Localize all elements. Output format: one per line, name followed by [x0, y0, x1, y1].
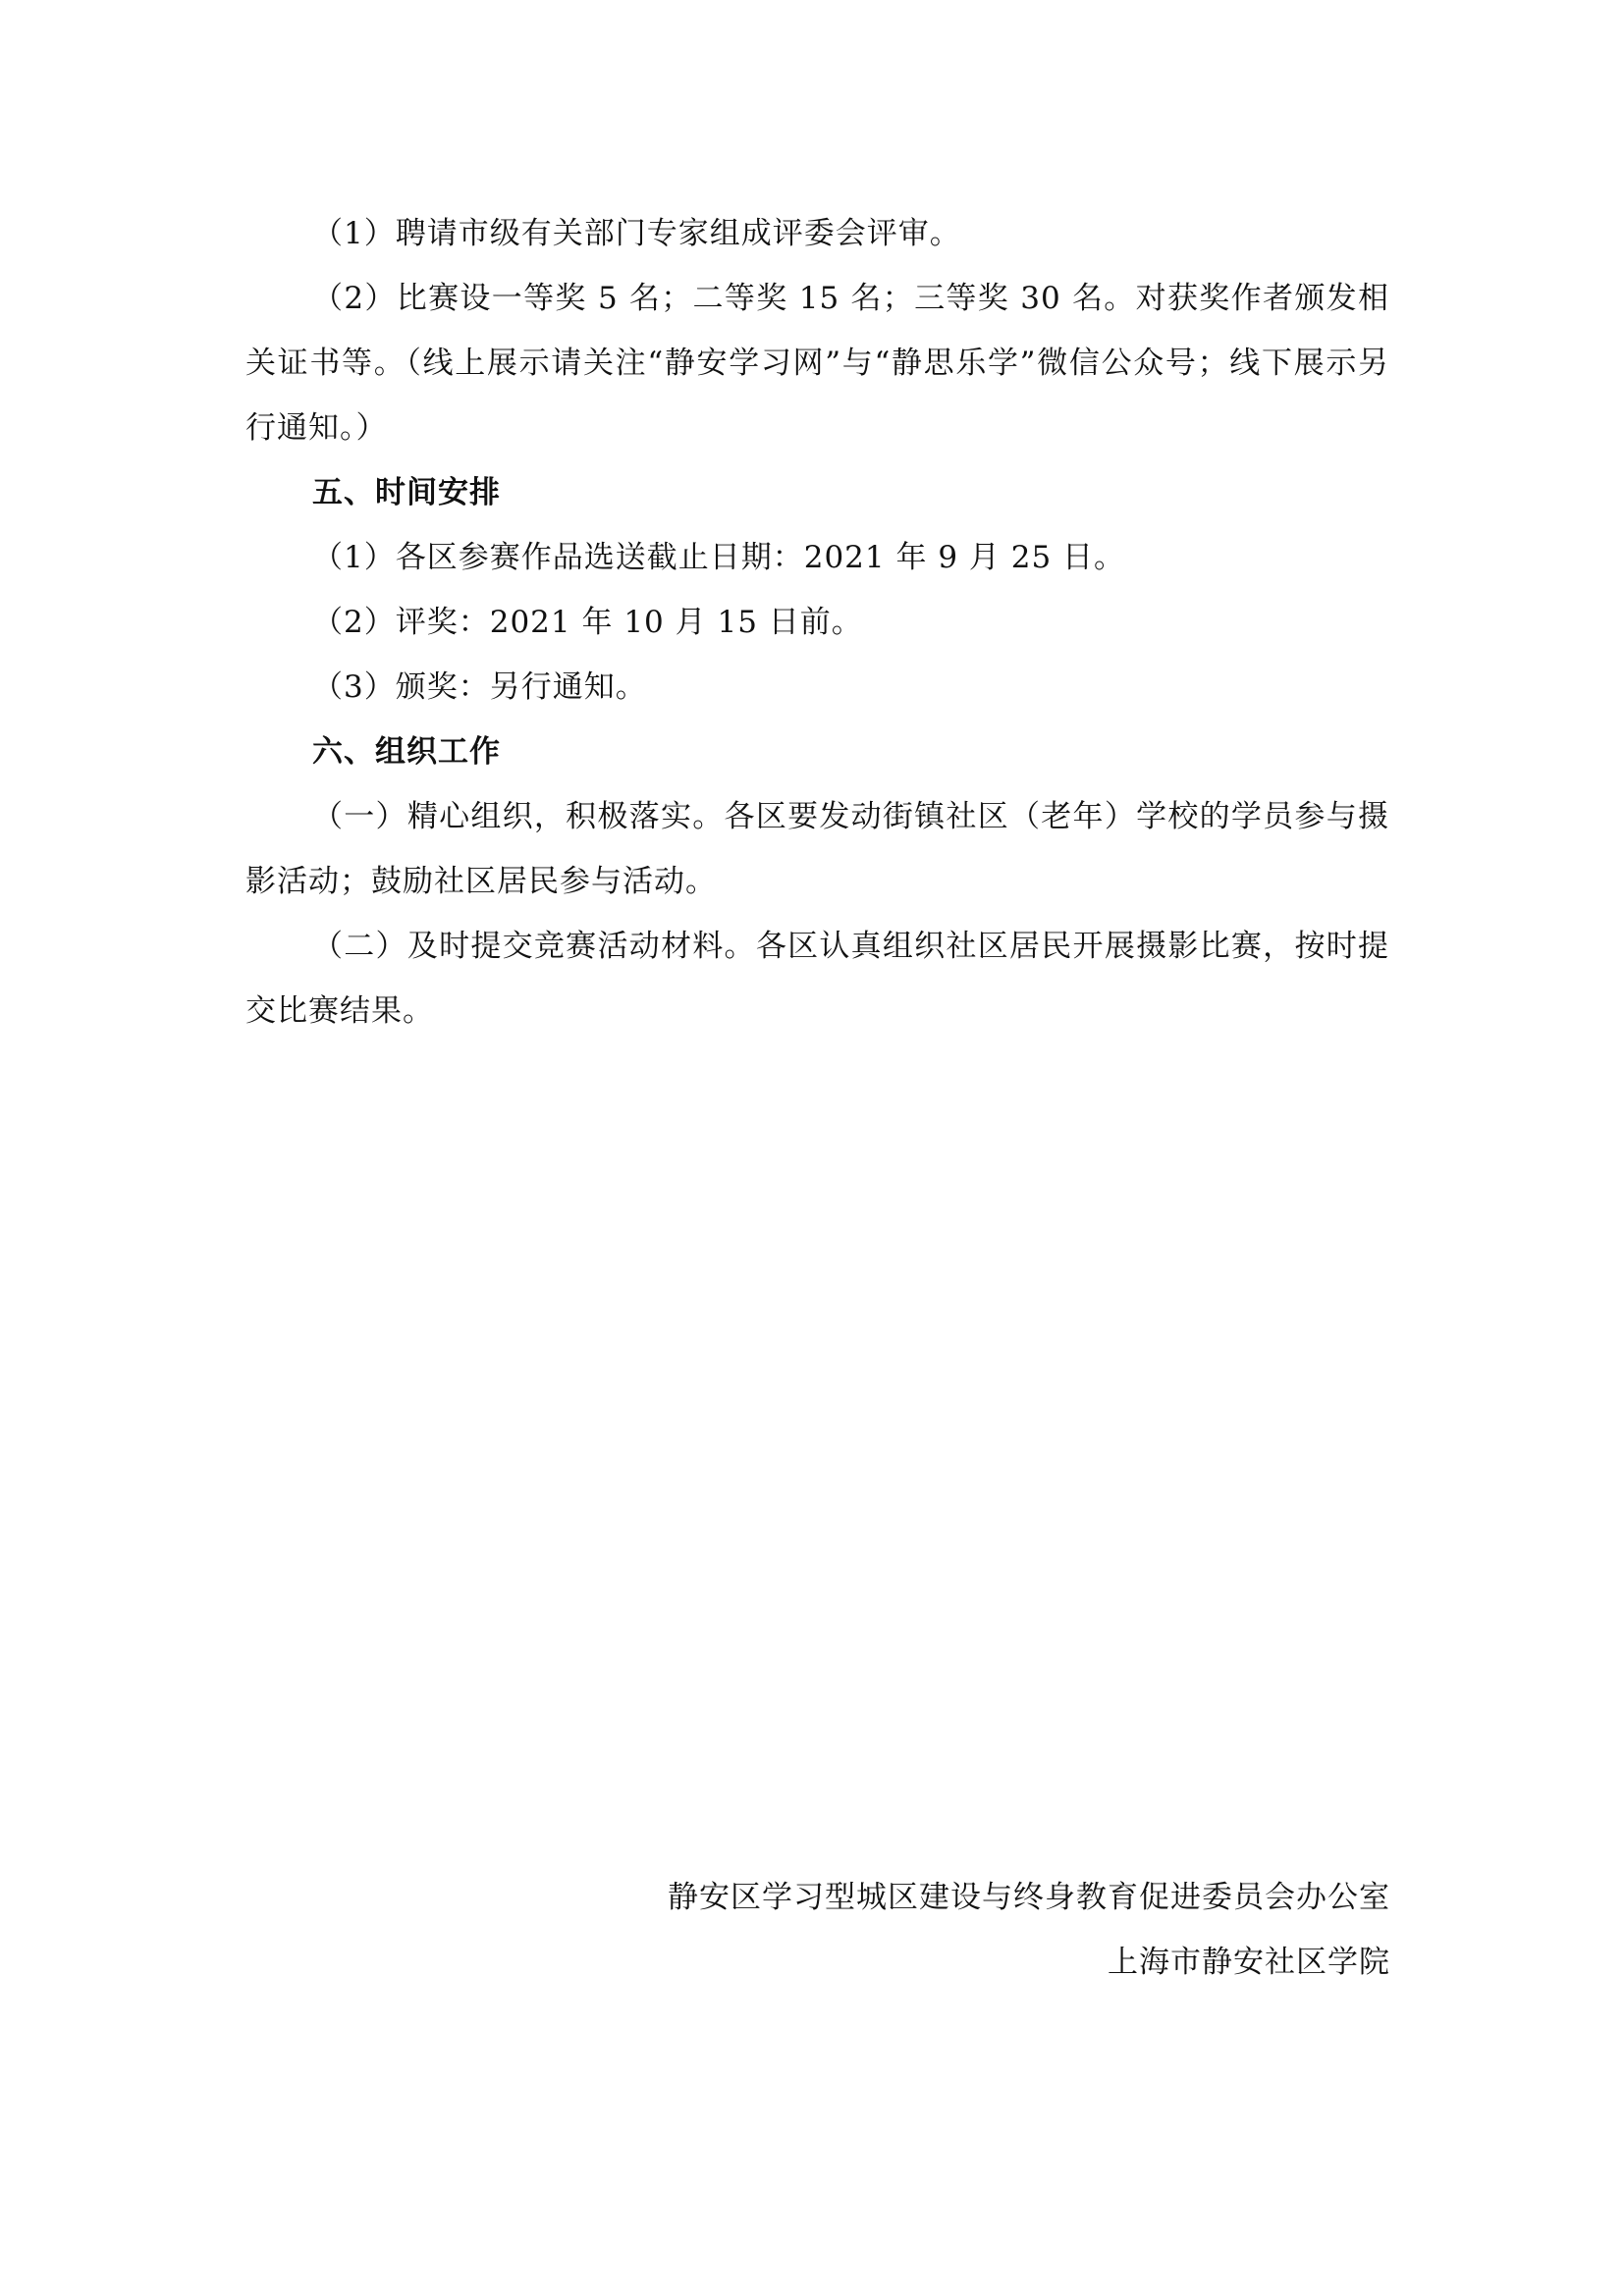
organization-item-1: （一）精心组织，积极落实。各区要发动街镇社区（老年）学校的学员参与摄影活动；鼓励社区居民参与活动。 — [245, 799, 1389, 899]
section-heading-schedule: 五、时间安排 — [312, 475, 501, 510]
schedule-item-3: （3）颁奖：另行通知。 — [312, 669, 647, 705]
signature-org-committee: 静安区学习型城区建设与终身教育促进委员会办公室 — [668, 1880, 1390, 1915]
judging-item-1: （1）聘请市级有关部门专家组成评委会评审。 — [312, 216, 961, 251]
organization-item-2: （二）及时提交竞赛活动材料。各区认真组织社区居民开展摄影比赛，按时提交比赛结果。 — [245, 929, 1389, 1029]
signature-org-college: 上海市静安社区学院 — [1108, 1945, 1390, 1980]
schedule-item-2: （2）评奖：2021 年 10 月 15 日前。 — [312, 605, 863, 640]
document-body — [245, 201, 1389, 1043]
signature-block — [668, 1865, 1390, 1995]
schedule-item-1: （1）各区参赛作品选送截止日期：2021 年 9 月 25 日。 — [312, 540, 1126, 575]
section-heading-organization: 六、组织工作 — [312, 734, 501, 770]
judging-item-2: （2）比赛设一等奖 5 名；二等奖 15 名；三等奖 30 名。对获奖作者颁发相关证书等。（线上展示请关注“静安学习网”与“静思乐学”微信公众号；线下展示另行通知。） — [245, 281, 1389, 446]
